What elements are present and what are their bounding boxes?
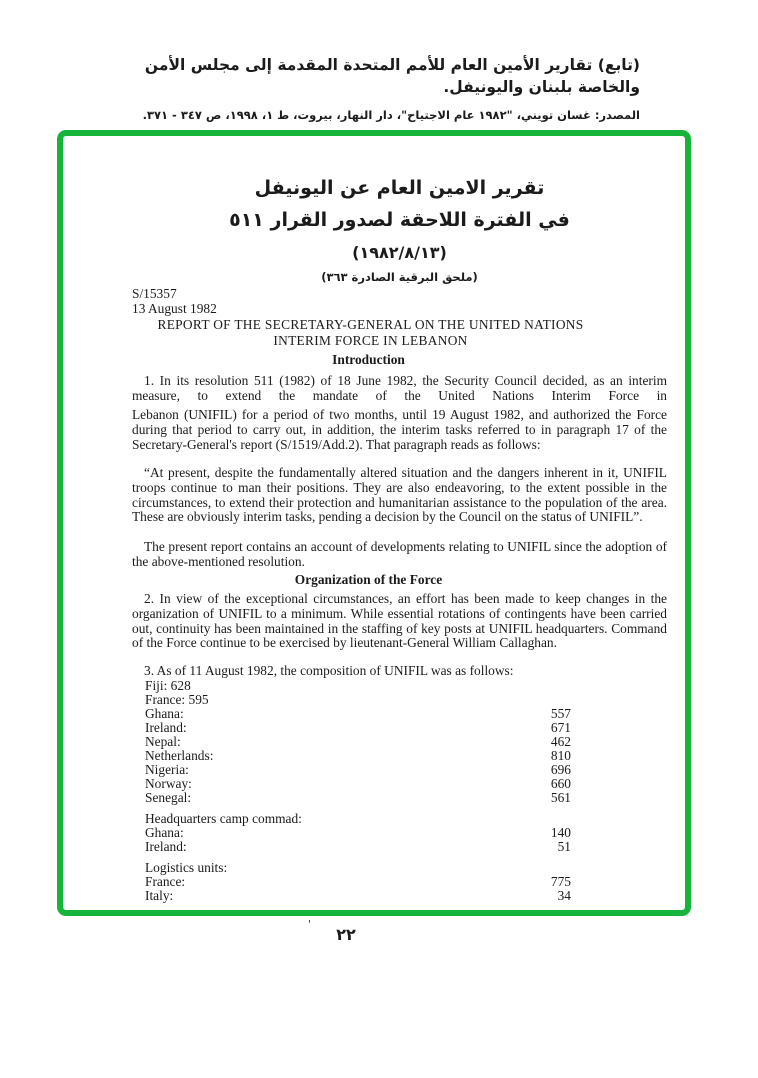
composition-row	[145, 707, 571, 721]
hq-camp-command-heading: Headquarters camp commad:	[145, 811, 302, 826]
paragraph-3: 3. As of 11 August 1982, the composition of UNIFIL was as follows:	[144, 663, 514, 678]
troop-count: 696	[550, 762, 571, 777]
organization-heading: Organization of the Force	[294, 572, 443, 587]
country-label: Ghana:	[145, 825, 184, 840]
country-label: Ireland:	[145, 720, 187, 735]
composition-row	[145, 791, 571, 805]
troop-count: 561	[550, 790, 571, 805]
logistics-row	[145, 889, 571, 903]
country-label: Norway:	[145, 776, 192, 791]
hq-row	[145, 840, 571, 854]
paragraph-1-part-a: 1. In its resolution 511 (1982) of 18 June 1982, the Security Council decided, as an interim measure, to extend the mandate of the United Nations Interim Force in	[132, 373, 667, 403]
troop-count: 34	[557, 888, 571, 903]
page-number: ٢٢	[336, 925, 356, 944]
country-label: Senegal:	[145, 790, 192, 805]
composition-listing	[132, 664, 667, 903]
document-date: 13 August 1982	[132, 301, 217, 316]
document-symbol: S/15357	[132, 286, 177, 301]
green-border-frame	[57, 130, 691, 916]
introduction-heading: Introduction	[332, 352, 405, 367]
arabic-title-line-1: تقرير الامين العام عن اليونيفل	[254, 177, 545, 199]
troop-count: 462	[550, 734, 571, 749]
country-label: Nigeria:	[145, 762, 189, 777]
logistics-row	[145, 875, 571, 889]
document-id-block	[132, 286, 667, 316]
logistics-units-heading: Logistics units:	[145, 860, 228, 875]
header-source-line: المصدر: غسان تويني، "١٩٨٢ عام الاجتياح"، دار النهار، بيروت، ط ١، ١٩٩٨، ص ٣٤٧ - ٣٧١.	[142, 108, 640, 122]
composition-row	[145, 735, 571, 749]
quoted-paragraph: “At present, despite the fundamentally altered situation and the dangers inherent in it, UNIFIL troops continue to man their positions. They are also endeavoring, to the extent possible in the circumstances, to extend their protection and humanitarian assistance to the population of the area. These are obviously interim tasks, pending a decision by the Council on the status of UNIFIL”.	[132, 465, 667, 525]
composition-inline-row: Fiji: 628	[145, 678, 191, 693]
arabic-document-title	[132, 176, 667, 284]
arabic-title-line-2: في الفترة اللاحقة لصدور القرار ٥١١	[229, 209, 570, 231]
arabic-page-header	[118, 54, 640, 123]
arabic-title-annex-note: (ملحق البرقية الصادرة ٣٦٣)	[321, 270, 478, 284]
country-label: France:	[145, 874, 186, 889]
closing-intro-paragraph: The present report contains an account of developments relating to UNIFIL since the adoption of the above-mentioned resolution.	[132, 539, 667, 569]
troop-count: 140	[550, 825, 571, 840]
troop-count: 775	[550, 874, 571, 889]
paragraph-1-part-b: Lebanon (UNIFIL) for a period of two months, until 19 August 1982, and authorized the Force during that period to carry out, in addition, the interim tasks referred to in paragraph 17 of the Secretary-General's report (S/1519/Add.2). That paragraph reads as follows:	[132, 407, 667, 452]
troop-count: 660	[550, 776, 571, 791]
report-title-line-2: INTERIM FORCE IN LEBANON	[273, 332, 468, 348]
country-label: Ghana:	[145, 706, 184, 721]
troop-count: 51	[557, 839, 571, 854]
paragraph-2: 2. In view of the exceptional circumstances, an effort has been made to keep changes in the organization of UNIFIL to a minimum. While essential rotations of contingents have been carried out, continuity has been maintained in the staffing of key posts at UNIFIL headquarters. Command of the Force continue to be exercised by lieutenant-General William Callaghan.	[132, 591, 667, 651]
composition-row	[145, 749, 571, 763]
composition-row	[145, 721, 571, 735]
report-title-line-1: REPORT OF THE SECRETARY-GENERAL ON THE UNITED NATIONS	[157, 317, 584, 332]
scan-artifact-mark: '	[308, 919, 311, 930]
country-label: Italy:	[145, 888, 174, 903]
composition-row	[145, 763, 571, 777]
troop-count: 671	[550, 720, 571, 735]
composition-row	[145, 777, 571, 791]
hq-row	[145, 826, 571, 840]
report-title	[132, 317, 609, 348]
country-label: Ireland:	[145, 839, 187, 854]
troop-count: 810	[550, 748, 571, 763]
composition-inline-row: France: 595	[145, 692, 209, 707]
arabic-title-date: (١٩٨٢/٨/١٣)	[352, 243, 447, 262]
header-continuation-line: (تابع) تقارير الأمين العام للأمم المتحدة المقدمة إلى مجلس الأمن والخاصة بلبنان واليونيفل.	[144, 56, 640, 96]
troop-count: 557	[550, 706, 571, 721]
country-label: Netherlands:	[145, 748, 214, 763]
country-label: Nepal:	[145, 734, 181, 749]
